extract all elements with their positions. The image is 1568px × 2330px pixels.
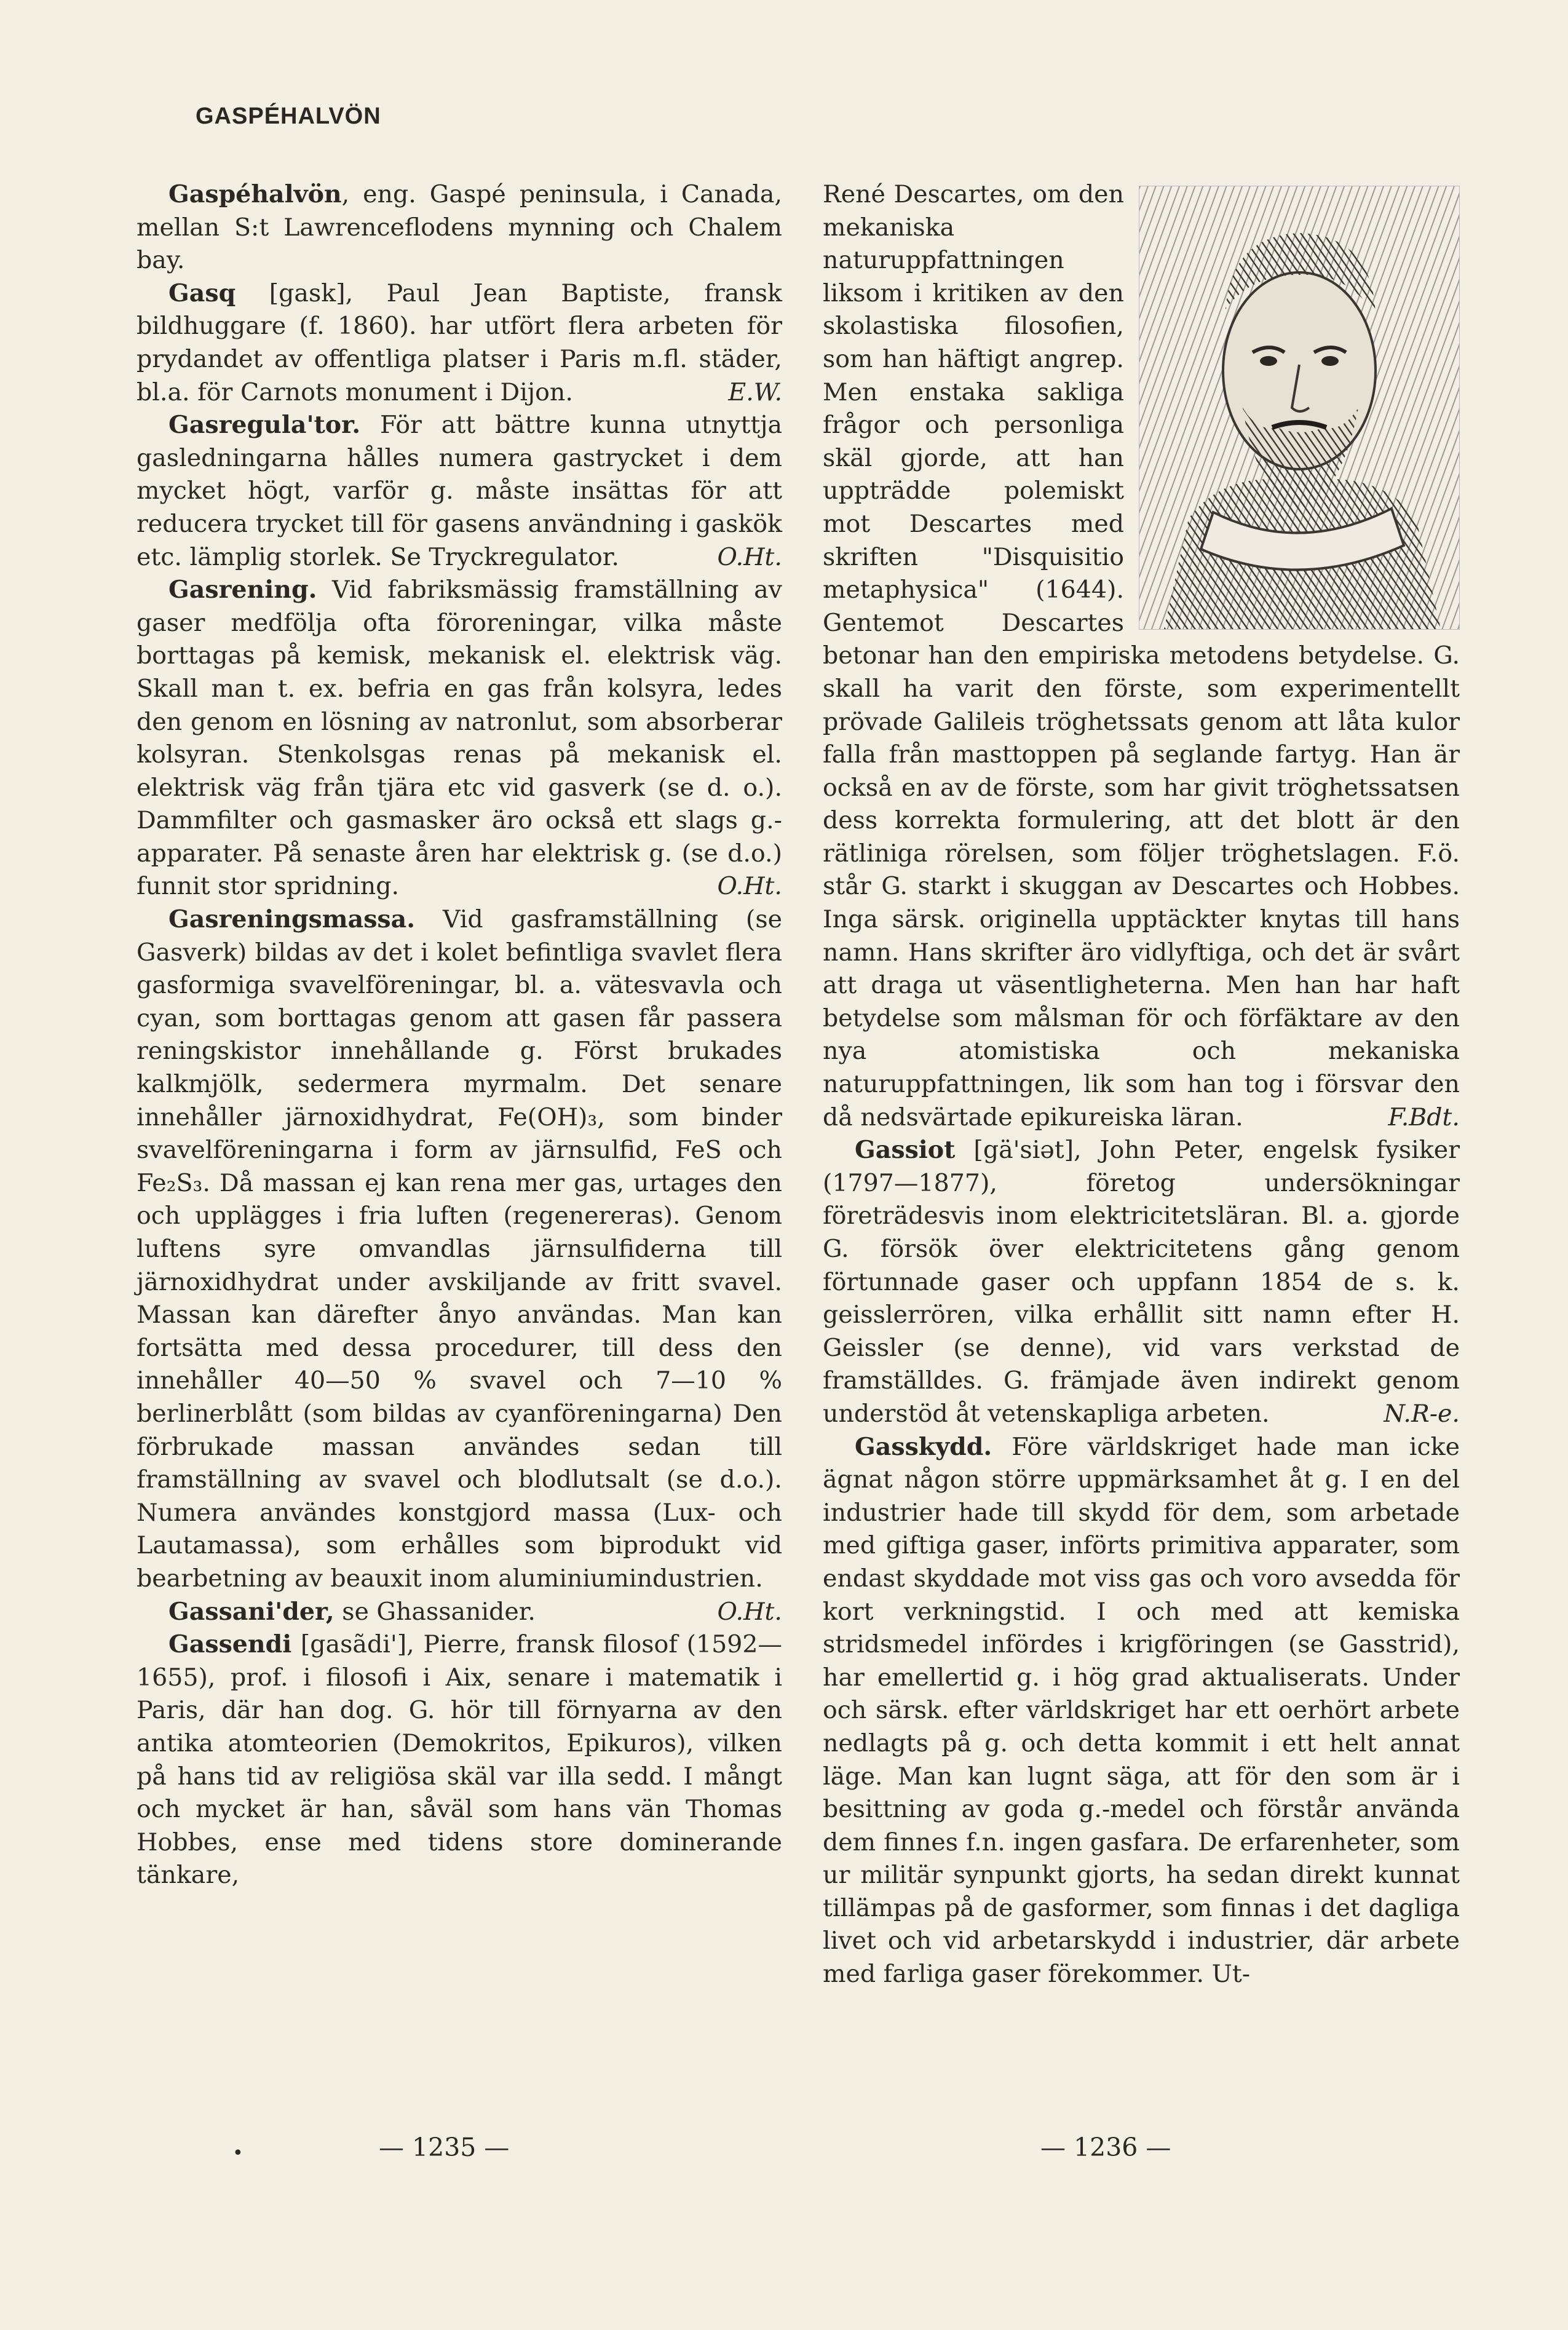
running-header: GASPÉHALVÖN <box>196 103 381 129</box>
entry-headword: Gasq <box>168 279 236 307</box>
entry-body: Vid gasframställning (se Gasverk) bildas av det i kolet befintliga svavlet flera gasformiga svavelföreningar, bl. a. vätesvavla och cyan, som borttagas genom att gasen får passera reningskistor innehållande g. Först brukades kalkmjölk, sedermera myrmalm. Det senare innehåller järnoxidhydrat, Fe(OH)₃, som binder svavelföreningarna i form av järnsulfid, FeS och Fe₂S₃. Då massan ej kan rena mer gas, urtages den och upplägges i fria luften (regenereras). Genom luftens syre omvandlas järnsulfiderna till järnoxidhydrat under avskiljande av fritt svavel. Massan kan därefter ånyo användas. Man kan fortsätta med dessa procedurer, till dess den innehåller 40—50 % svavel och 7—10 % berlinerblått (som bildas av cyanföreningarna) Den förbrukade massan användes sedan till framställning av svavel och blodlutsalt (se d.o.). Numera användes konstgjord massa (Lux- och Lautamassa), som erhålles som biprodukt vid bearbetning av beauxit inom aluminiumindustrien. <box>137 905 782 1593</box>
engraved-portrait-icon <box>1139 186 1459 629</box>
entry-headword: Gasrening. <box>168 576 317 604</box>
author-signature: E.W. <box>728 378 782 406</box>
entry-body: se Ghassanider. <box>334 1597 536 1626</box>
entry-headword: Gassiot <box>855 1136 956 1165</box>
entry-body: [gasãdi'], Pierre, fransk filosof (1592—1655), prof. i filosofi i Aix, senare i matematik i Paris, där han dog. G. hör till förnyarna av den antika atomteorien (Demokritos, Epikuros), vilken på hans tid av religiösa skäl var illa sedd. I mångt och mycket är han, såväl som hans vän Thomas Hobbes, ense med tidens store dominerande tänkare, <box>137 1630 782 1890</box>
author-signature: N.R-e. <box>1384 1399 1460 1428</box>
entry-gassendi-continued <box>823 178 1460 1134</box>
entry-headword: Gaspéhalvön <box>168 180 342 208</box>
entry-gasskydd <box>823 1431 1460 1991</box>
entry-headword: Gassendi <box>168 1630 292 1659</box>
entry-body: För att bättre kunna utnyttja gasledningarna hålles numera gastrycket i dem mycket högt, varför g. måste insättas för att reducera trycket till för gasens användning i gaskök etc. lämplig storlek. Se Tryckregulator. <box>137 411 782 571</box>
entry-body: [gask], Paul Jean Baptiste, fransk bildhuggare (f. 1860). har utfört flera arbeten för prydandet av offentliga platser i Paris m.fl. städer, bl.a. för Carnots monument i Dijon. <box>137 279 782 406</box>
entry-body: [gä'siət], John Peter, engelsk fysiker (1797—1877), företog undersökningar företrädesvis inom elektricitetsläran. Bl. a. gjorde G. försök över elektricitetens gång genom förtunnade gaser och uppfann 1854 de s. k. geisslerrören, vilka erhållit sitt namn efter H. Geissler (se denne), vid vars verkstad de framställdes. G. främjade även indirekt genom understöd åt vetenskapliga arbeten. <box>823 1136 1460 1428</box>
entry-headword: Gassani'der, <box>168 1597 335 1626</box>
author-signature: O.Ht. <box>717 542 782 571</box>
gassendi-portrait-image <box>1139 186 1460 630</box>
entry-gasregulator <box>137 409 782 574</box>
page-number-left: — 1235 — <box>379 2133 510 2162</box>
entry-gassiot <box>823 1134 1460 1430</box>
left-column <box>137 178 782 1892</box>
entry-gassendi <box>137 1628 782 1892</box>
margin-mark: • <box>232 2142 244 2164</box>
right-column <box>823 178 1460 1991</box>
entry-body: Vid fabriksmässig framställning av gaser medfölja ofta föroreningar, vilka måste borttagas på kemisk, mekanisk el. elektrisk väg. Skall man t. ex. befria en gas från kolsyra, ledes den genom en lösning av natronlut, som absorberar kolsyran. Stenkolsgas renas på mekanisk el. elektrisk väg från tjära etc vid gasverk (se d. o.). Dammfilter och gasmasker äro också ett slags g.-apparater. På senaste åren har elektrisk g. (se d.o.) funnit stor spridning. <box>137 576 782 901</box>
entry-gaspehalvon <box>137 178 782 277</box>
entry-body: Före världskriget hade man icke ägnat någon större uppmärksamhet åt g. I en del industrier hade till skydd för dem, som arbetade med giftiga gaser, införts primitiva apparater, som endast skyddade mot viss gas och voro avsedda för kort verkningstid. I och med att kemiska stridsmedel infördes i krigföringen (se Gasstrid), har emellertid g. i hög grad aktualiserats. Under och särsk. efter världskriget har ett oerhört arbete nedlagts på g. och detta kommit i ett helt annat läge. Man kan lugnt säga, att för den som är i besittning av goda g.-medel och förstår använda dem finnes f.n. ingen gasfara. De erfarenheter, som ur militär synpunkt gjorts, ha sedan direkt kunnat tillämpas på de gasformer, som finnas i det dagliga livet och vid arbetarskydd i industrier, där arbete med farliga gaser förekommer. Ut- <box>823 1432 1460 1989</box>
author-signature: O.Ht. <box>717 872 782 901</box>
author-signature: O.Ht. <box>717 1597 782 1626</box>
page-number-right: — 1236 — <box>1040 2133 1171 2162</box>
entry-body: , eng. Gaspé peninsula, i Canada, mellan S:t Lawrenceflodens mynning och Chalem bay. <box>137 180 782 275</box>
entry-headword: Gasreningsmassa. <box>168 905 416 934</box>
entry-body: René Descartes, om den mekaniska naturuppfattningen liksom i kritiken av den skolastiska filosofien, som han häftigt angrep. Men enstaka sakliga frågor och personliga skäl gjorde, att han uppträdde polemiskt mot Descartes med skriften "Disquisitio metaphysica" (1644). Gentemot Descartes betonar han den empiriska metodens betydelse. G. skall ha varit den förste, som experimentellt prövade Galileis tröghetssats genom att låta kulor falla från masttoppen på seglande fartyg. Han är också en av de förste, som har givit tröghetssatsen dess korrekta formulering, att det blott är den rätliniga rörelsen, som följer tröghetslagen. F.ö. står G. starkt i skuggan av Descartes och Hobbes. Inga särsk. originella upptäckter knytas till hans namn. Hans skrifter äro vidlyftiga, och det är svårt att draga ut väsentligheterna. Men han har haft betydelse som målsman för och förfäktare av den nya atomistiska och mekaniska naturuppfattningen, lik som han tog i försvar den då nedsvärtade epikureiska läran. <box>823 180 1460 1131</box>
entry-headword: Gasregula'tor. <box>168 411 361 440</box>
author-signature: F.Bdt. <box>1388 1103 1460 1131</box>
entry-gasq <box>137 277 782 409</box>
entry-headword: Gasskydd. <box>855 1432 992 1461</box>
entry-gasrening <box>137 574 782 903</box>
